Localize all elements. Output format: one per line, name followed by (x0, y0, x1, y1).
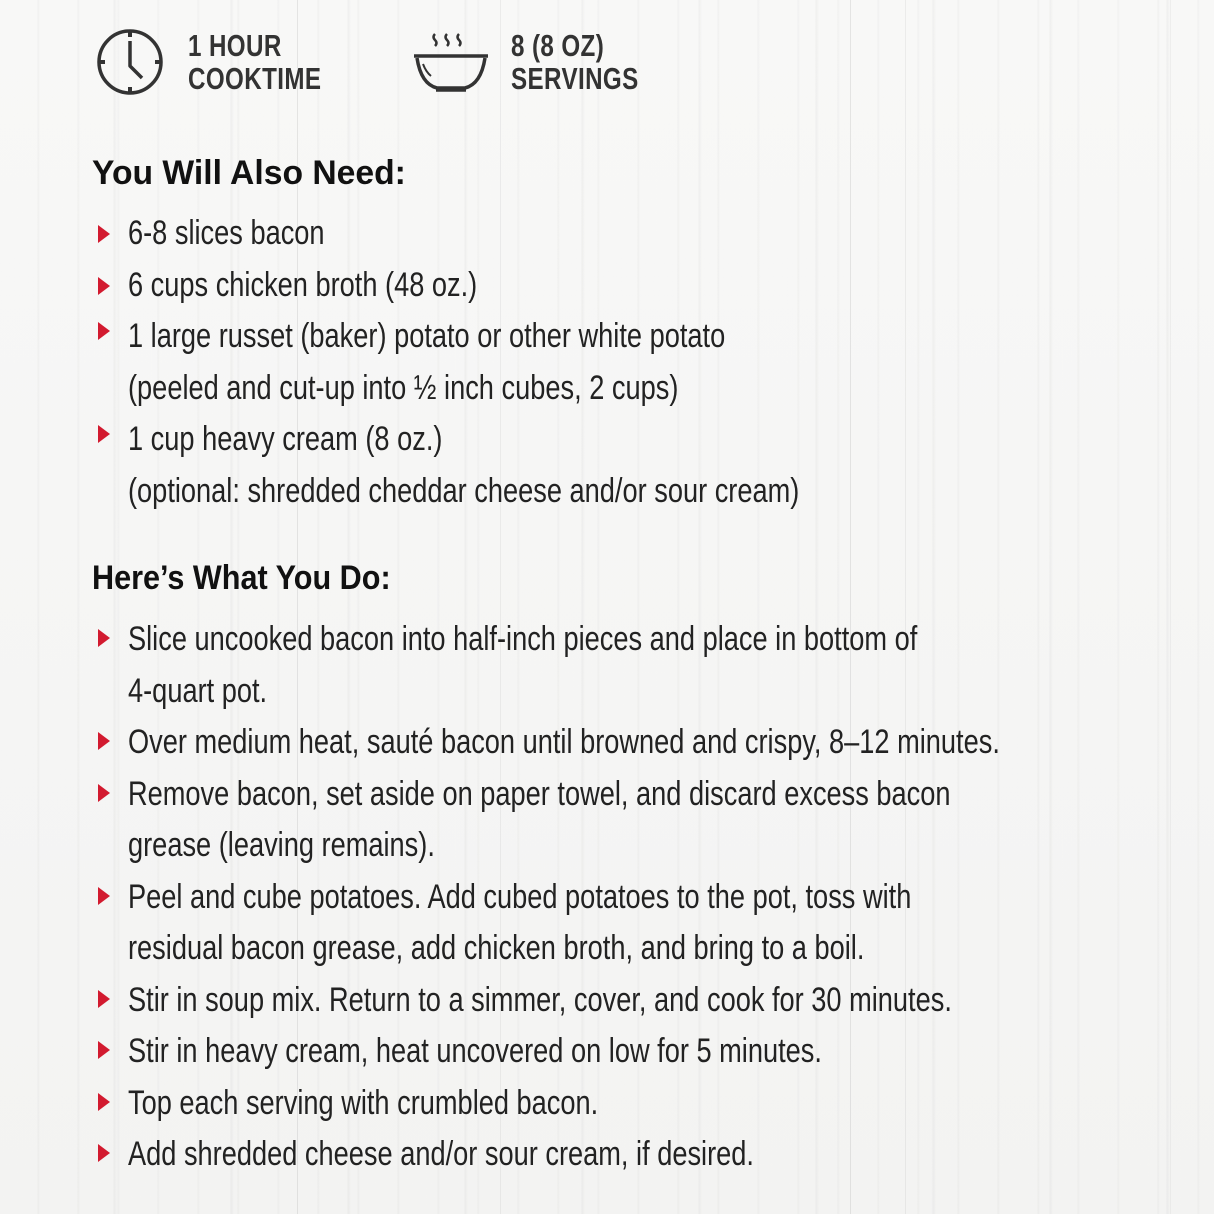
bullet-triangle-icon (98, 784, 110, 802)
bullet-triangle-icon (98, 629, 110, 647)
list-item-text: 1 cup heavy cream (8 oz.) (128, 420, 443, 458)
bullet-triangle-icon (98, 1144, 110, 1162)
bullet-triangle-icon (98, 887, 110, 905)
bullet-triangle-icon (98, 322, 110, 340)
recipe-meta (96, 24, 727, 100)
list-item (96, 414, 967, 517)
list-item-text: Stir in soup mix. Return to a simmer, cover, and cook for 30 minutes. (128, 980, 952, 1019)
list-item-text-continued: residual bacon grease, add chicken broth, and bring to a boil. (128, 929, 865, 967)
list-item-text: 6-8 slices bacon (128, 214, 325, 252)
cooktime-value: 1 HOUR (188, 28, 282, 63)
list-item (96, 1078, 1214, 1130)
servings-text (511, 29, 639, 95)
list-item (96, 614, 1214, 717)
list-item-text: Top each serving with crumbled bacon. (128, 1083, 599, 1122)
steaming-bowl-icon (411, 26, 491, 98)
bullet-triangle-icon (98, 990, 110, 1008)
list-item (96, 208, 967, 260)
bullet-triangle-icon (98, 225, 110, 243)
bullet-triangle-icon (98, 277, 110, 295)
cooktime-label: COOKTIME (188, 61, 322, 96)
directions-heading: Here’s What You Do: (92, 559, 391, 597)
bullet-triangle-icon (98, 732, 110, 750)
directions-list (96, 614, 1214, 1181)
servings-label: SERVINGS (511, 61, 639, 96)
list-item-text-continued: (peeled and cut-up into ½ inch cubes, 2 cups) (128, 368, 679, 407)
bullet-triangle-icon (98, 425, 110, 443)
servings-value: 8 (8 OZ) (511, 28, 605, 63)
list-item-text: Add shredded cheese and/or sour cream, if desired. (128, 1135, 754, 1173)
list-item-text: 1 large russet (baker) potato or other white potato (128, 317, 726, 355)
ingredients-list (96, 208, 967, 517)
list-item-text: Over medium heat, sauté bacon until browned and crispy, 8–12 minutes. (128, 723, 1000, 761)
list-item-text: Stir in heavy cream, heat uncovered on low for 5 minutes. (128, 1032, 822, 1070)
list-item (96, 769, 1214, 872)
clock-icon (96, 26, 168, 98)
list-item (96, 260, 967, 312)
list-item (96, 311, 967, 414)
list-item-text: Slice uncooked bacon into half-inch pieces and place in bottom of (128, 620, 918, 658)
bullet-triangle-icon (98, 1093, 110, 1111)
list-item-text: 6 cups chicken broth (48 oz.) (128, 265, 478, 304)
cooktime-info (96, 26, 359, 98)
cooktime-text (188, 29, 321, 95)
servings-info (411, 26, 675, 98)
list-item-text: Peel and cube potatoes. Add cubed potatoes to the pot, toss with (128, 877, 912, 916)
bullet-triangle-icon (98, 1041, 110, 1059)
list-item (96, 872, 1214, 975)
ingredients-heading: You Will Also Need: (92, 154, 406, 192)
list-item (96, 975, 1214, 1027)
list-item (96, 717, 1214, 769)
list-item (96, 1026, 1214, 1078)
list-item-text-continued: grease (leaving remains). (128, 826, 435, 864)
list-item (96, 1129, 1214, 1181)
list-item-text-continued: 4-quart pot. (128, 671, 268, 710)
list-item-text-continued: (optional: shredded cheddar cheese and/or sour cream) (128, 471, 800, 510)
list-item-text: Remove bacon, set aside on paper towel, and discard excess bacon (128, 774, 951, 813)
